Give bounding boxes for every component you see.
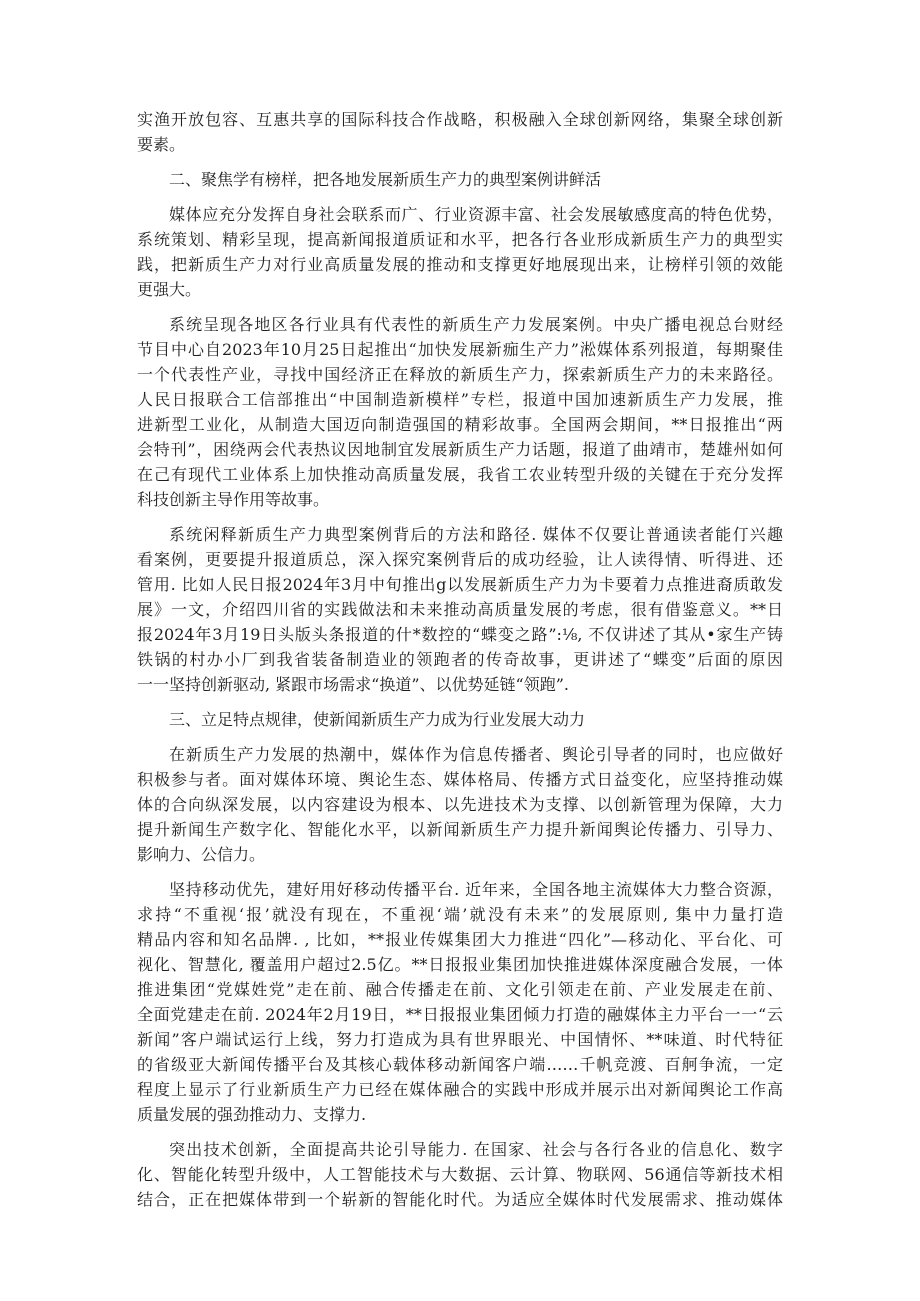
body-paragraph [137,877,783,1127]
text-line: 突出技术创新，全面提高共论引导能力. 在国家、社会与各行各业的信息化、数字 [169,1140,783,1159]
text-line: 人民日报联合工信部推出“中国制造新模样”专栏，报道中国加速新质生产力发展，推 [137,390,783,409]
body-paragraph [137,742,783,867]
body-paragraph [137,202,783,302]
continuation-paragraph [137,107,783,157]
text-line: 系统策划、精彩呈现，提高新闻报道质证和水平，把各行各业形成新质生产力的典型实 [137,230,783,249]
text-line: 报2024年3月19日头版头条报道的什*数控的“蝶变之路”:⅛, 不仅讲述了其从•家生产铸 [137,625,783,644]
text-line: 媒体应充分发挥自身社会联系而广、行业资源丰富、社会发展敏感度高的特色优势， [169,205,783,224]
text-line: 化、智能化转型升级中，人工智能技术与大数据、云计算、物联网、56通信等新技术相 [137,1165,783,1184]
text-line: 在新质生产力发展的热潮中，媒体作为信息传播者、舆论引导者的同时，也应做好 [169,745,783,764]
text-line: 质量发展的强劲推动力、支撑力. [137,1105,367,1124]
text-line: 推进集团“党媒姓党”走在前、融合传播走在前、文化引领走在前、产业发展走在前、 [137,980,783,999]
text-line: 展》一文，介绍四川省的实践做法和未来推动高质量发展的考虑，很有借鉴意义。**日 [137,600,783,619]
text-line: 铁锅的村办小厂到我省装备制造业的领跑者的传奇故事，更讲述了“蝶变”后面的原因 [137,650,783,669]
text-line: 的省级亚大新闻传播平台及其核心载体移动新闻客户端……千帆竞渡、百舸争流，一定 [137,1055,783,1074]
section-heading: 三、立足特点规律，使新闻新质生产力成为行业发展大动力 [169,710,586,729]
section-three-heading-block [137,707,783,732]
text-line: 一一坚持创新驱动, 紧跟市场需求“换道”、以优势延链“领跑”. [137,675,569,694]
text-line: 科技创新主导作用等故事。 [137,490,330,509]
text-line: 体的合向纵深发展，以内容建设为根本、以先进技术为支撑、以创新管理为保障，大力 [137,795,783,814]
text-line: 新闻”客户端试运行上线，努力打造成为具有世界眼光、中国情怀、**味道、时代特征 [137,1030,783,1049]
text-line: 求持“不重视‘报’就没有现在，不重视‘端’就没有未来”的发展原则, 集中力量打造 [137,905,783,924]
text-line: 积极参与者。面对媒体环境、舆论生态、媒体格局、传播方式日益变化，应坚持推动媒 [137,770,783,789]
text-line: 践，把新质生产力对行业高质量发展的推动和支撑更好地展现出来，让榜样引领的效能 [137,255,783,274]
text-line: 节目中心自2023年10月25日起推出“加快发展新痂生产力”淞媒体系列报道，每期聚佳 [137,340,783,359]
body-paragraph [137,312,783,512]
text-line: 提升新闻生产数字化、智能化水平，以新闻新质生产力提升新闻舆论传播力、引导力、 [137,820,783,839]
text-line: 进新型工业化，从制造大国迈向制造强国的精彩故事。全国两会期间，**日报推出“两 [137,415,783,434]
text-line: 视化、智慧化, 覆盖用户超过2.5亿。**日报报业集团加快推进媒体深度融合发展，一体 [137,955,783,974]
text-line: 全面党建走在前. 2024年2月19日，**日报报业集团倾力打造的融媒体主力平台一一“云 [137,1005,783,1024]
text-line: 精品内容和知名品牌. , 比如，**报业传媒集团大力推进“四化”—移动化、平台化、可 [137,930,783,949]
text-line: 实渔开放包容、互惠共享的国际科技合作战略，积极融入全球创新网络，集聚全球创新 [137,110,783,129]
text-line: 程度上显示了行业新质生产力已经在媒体融合的实践中形成并展示出对新闻舆论工作高 [137,1080,783,1099]
text-line: 系统闲释新质生产力典型案例背后的方法和路径. 媒体不仅要让普通读者能仃兴趣 [169,525,783,544]
body-paragraph [137,1137,783,1212]
text-line: 坚持移动优先，建好用好移动传播平台. 近年来，全国各地主流媒体大力整合资源， [169,880,783,899]
document-body [137,107,783,1222]
text-line: 管用. 比如人民日报2024年3月中旬推出g以发展新质生产力为卡要着力点推进裔质敢发 [137,575,783,594]
section-heading: 二、聚焦学有榜样，把各地发展新质生产力的典型案例讲鲜活 [169,170,602,189]
text-line: 系统呈现各地区各行业具有代表性的新质生产力发展案例。中央广播电视总台财经 [169,315,783,334]
text-line: 要素。 [137,135,186,154]
text-line: 会特刊”，困绕两会代表热议因地制宜发展新质生产力话题，报道了曲靖市，楚雄州如何 [137,440,783,459]
text-line: 一个代表性产业，寻找中国经济正在释放的新质生产力，探索新质生产力的未来路径。 [137,365,783,384]
section-two-heading-block [137,167,783,192]
text-line: 在己有现代工业体系上加快推动高质量发展，我省工农业转型升级的关键在于充分发挥 [137,465,783,484]
text-line: 影响力、公信力。 [137,845,266,864]
text-line: 更强大。 [137,280,202,299]
text-line: 看案例，更要提升报道质总，深入探究案例背后的成功经验，让人读得情、听得进、还 [137,550,783,569]
text-line: 结合，正在把媒体带到一个崭新的智能化时代。为适应全媒体时代发展需求、推动媒体 [137,1190,783,1209]
body-paragraph [137,522,783,697]
